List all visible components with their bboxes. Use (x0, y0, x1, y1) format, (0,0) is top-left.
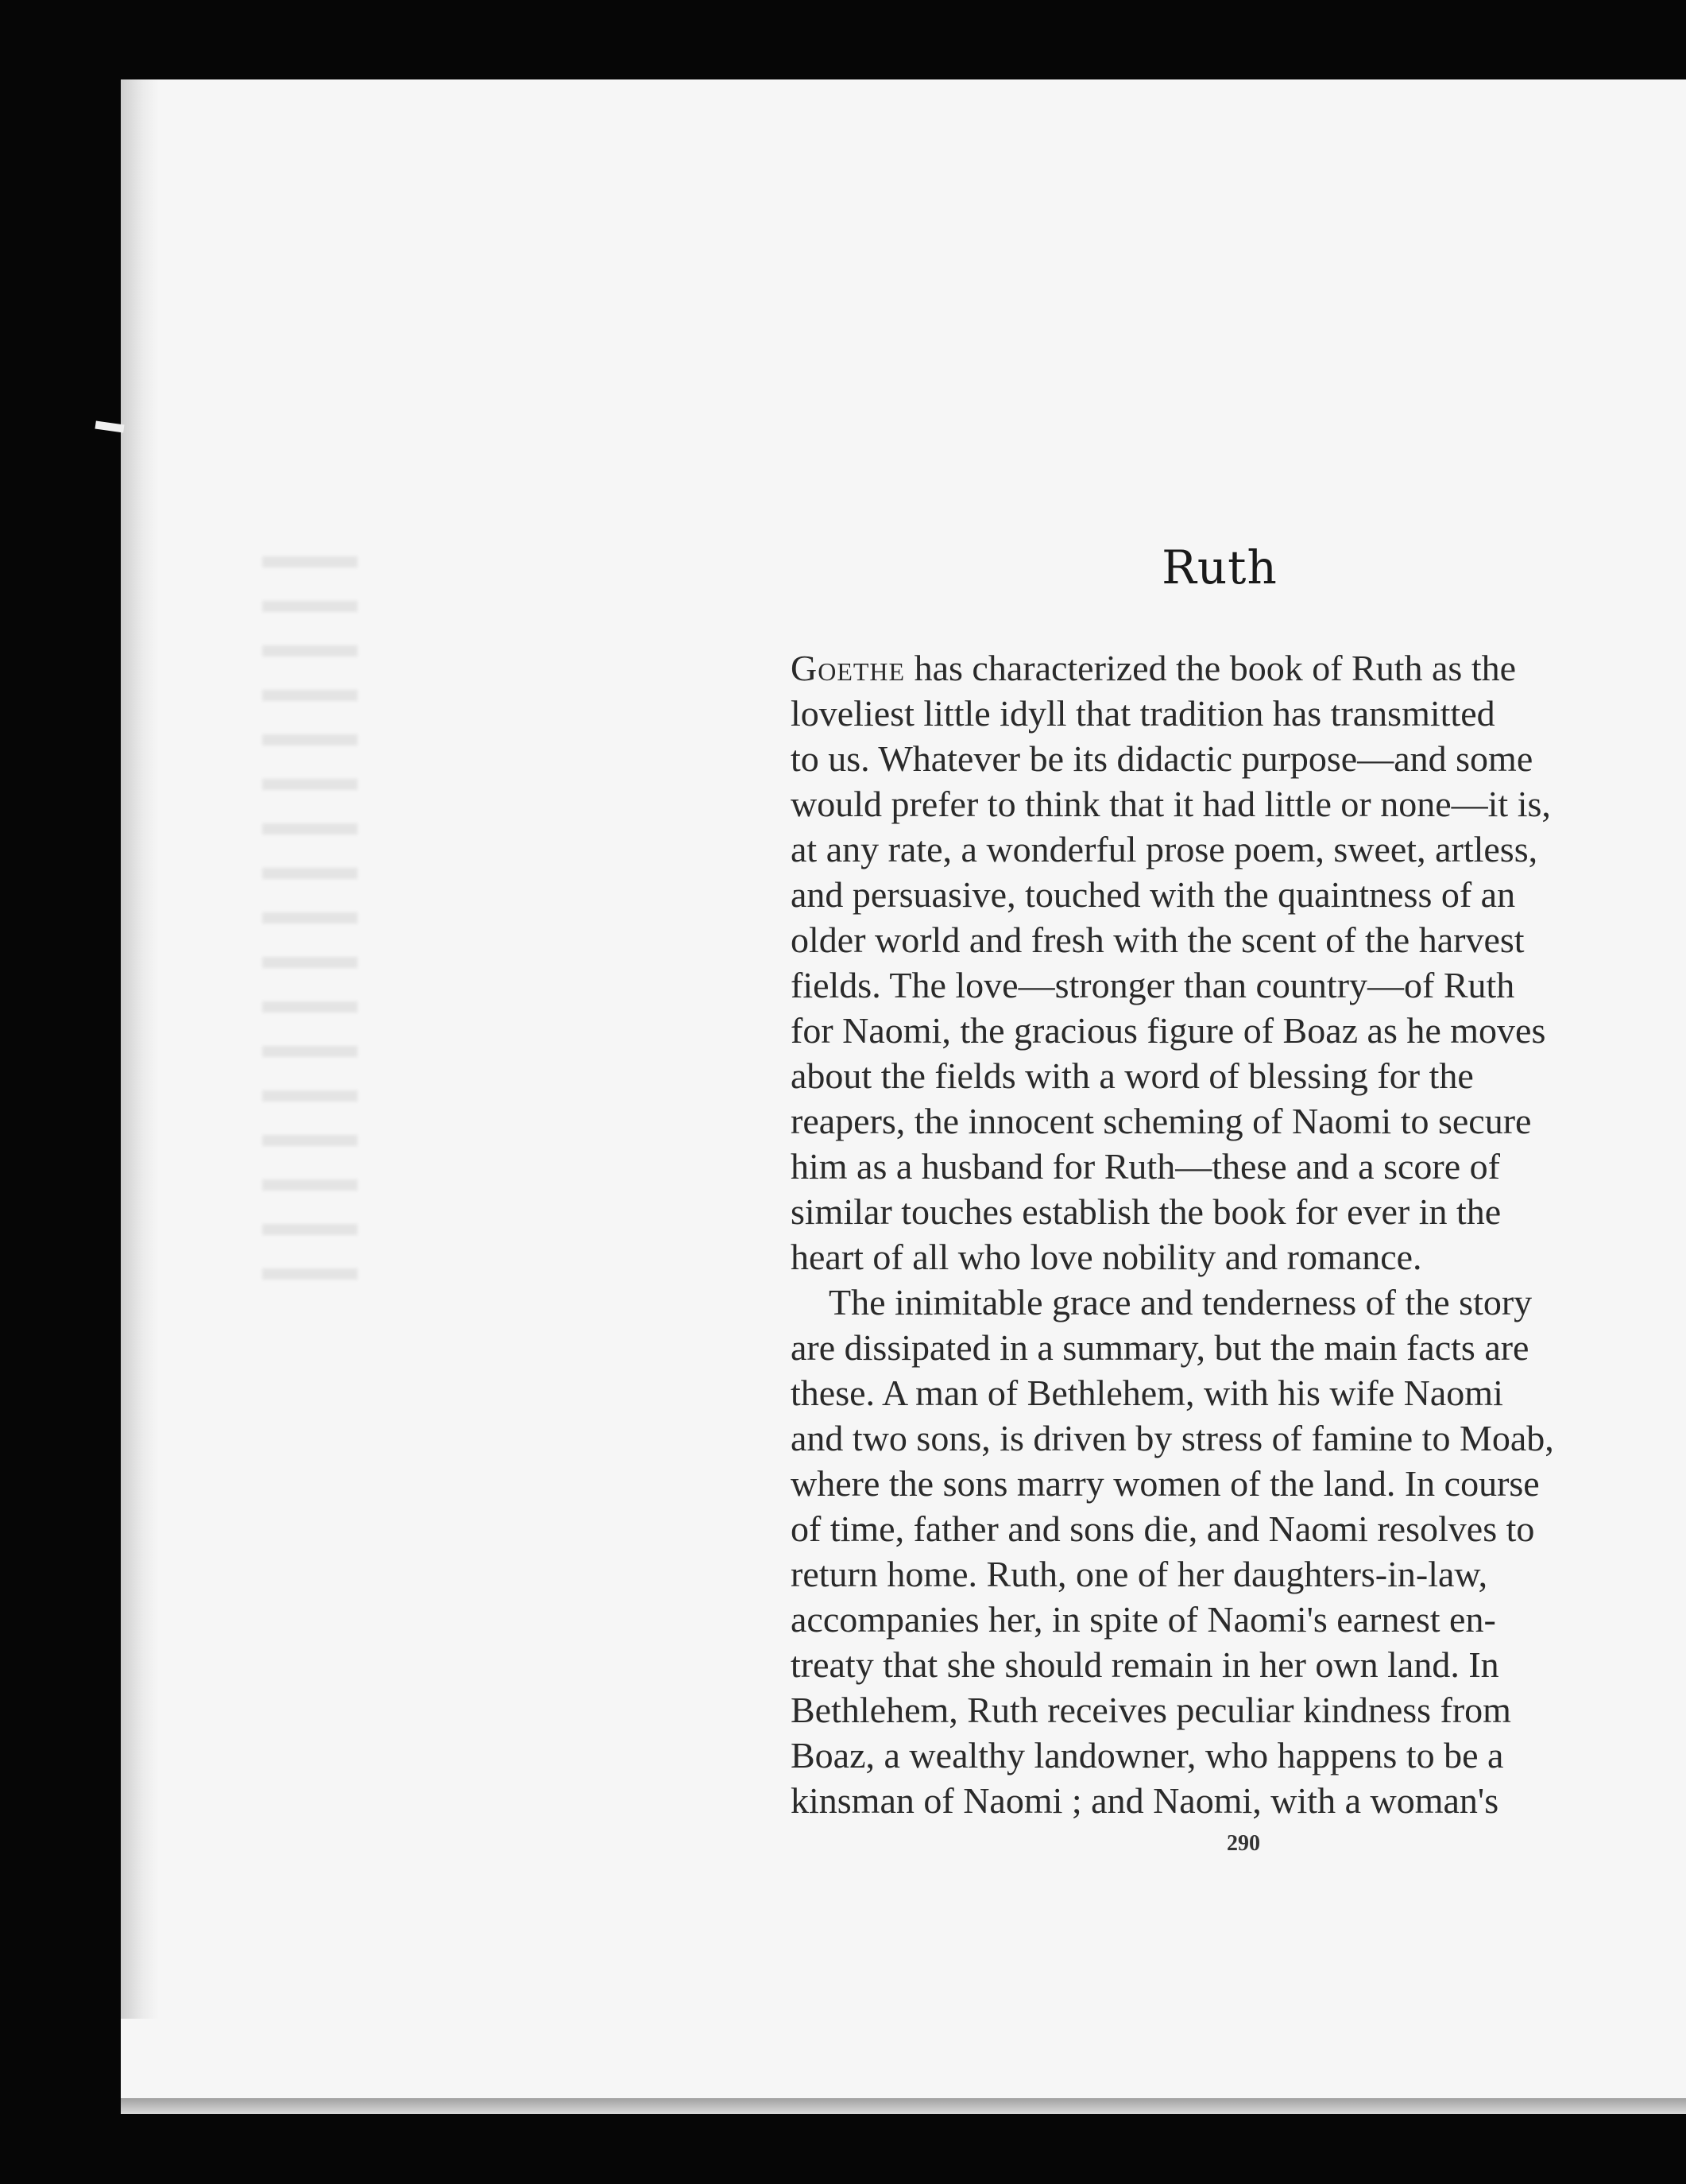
text-line: would prefer to think that it had little or none—it is, (791, 784, 1551, 824)
text-line: treaty that she should remain in her own land. In (791, 1644, 1499, 1685)
text-line: reapers, the innocent scheming of Naomi to secure (791, 1101, 1532, 1141)
lead-word: Goethe (791, 648, 906, 688)
text-line: kinsman of Naomi ; and Naomi, with a woman's (791, 1780, 1499, 1821)
text-line: at any rate, a wonderful prose poem, sweet, artless, (791, 829, 1538, 869)
chapter-title: Ruth (1162, 540, 1278, 594)
page-number: 290 (1227, 1831, 1260, 1856)
text-line: older world and fresh with the scent of the harvest (791, 920, 1525, 960)
text-line: of time, father and sons die, and Naomi resolves to (791, 1508, 1535, 1549)
body-text (791, 645, 1686, 1823)
text-line: and two sons, is driven by stress of famine to Moab, (791, 1418, 1554, 1458)
text-line: Goethe has characterized the book of Ruth as the (791, 648, 1517, 688)
text-line: where the sons marry women of the land. In course (791, 1463, 1540, 1504)
show-through-bleed (262, 556, 358, 1303)
text-line: are dissipated in a summary, but the main facts are (791, 1327, 1529, 1368)
text-line: and persuasive, touched with the quaintness of an (791, 874, 1516, 915)
text-line: Bethlehem, Ruth receives peculiar kindness from (791, 1690, 1511, 1730)
text-line: him as a husband for Ruth—these and a score of (791, 1146, 1500, 1187)
text-line: return home. Ruth, one of her daughters-in-law, (791, 1554, 1488, 1594)
text-line: accompanies her, in spite of Naomi's earnest en- (791, 1599, 1496, 1640)
text-line: similar touches establish the book for ever in the (791, 1191, 1502, 1232)
text-line: heart of all who love nobility and romance. (791, 1237, 1422, 1277)
text-line: Boaz, a wealthy landowner, who happens to be a (791, 1735, 1504, 1775)
text-line: to us. Whatever be its didactic purpose—and some (791, 738, 1533, 779)
text-line: fields. The love—stronger than country—of Ruth (791, 965, 1515, 1005)
text-line: The inimitable grace and tenderness of the story (829, 1282, 1533, 1322)
page-edge-shadow (121, 79, 159, 2019)
text-line: these. A man of Bethlehem, with his wife Naomi (791, 1373, 1503, 1413)
bottom-shadow (121, 2098, 1686, 2122)
text-line: loveliest little idyll that tradition has transmitted (791, 693, 1495, 734)
text-line: about the fields with a word of blessing for the (791, 1055, 1474, 1096)
margin-mark (95, 421, 124, 433)
text-line: for Naomi, the gracious figure of Boaz as he moves (791, 1010, 1546, 1051)
